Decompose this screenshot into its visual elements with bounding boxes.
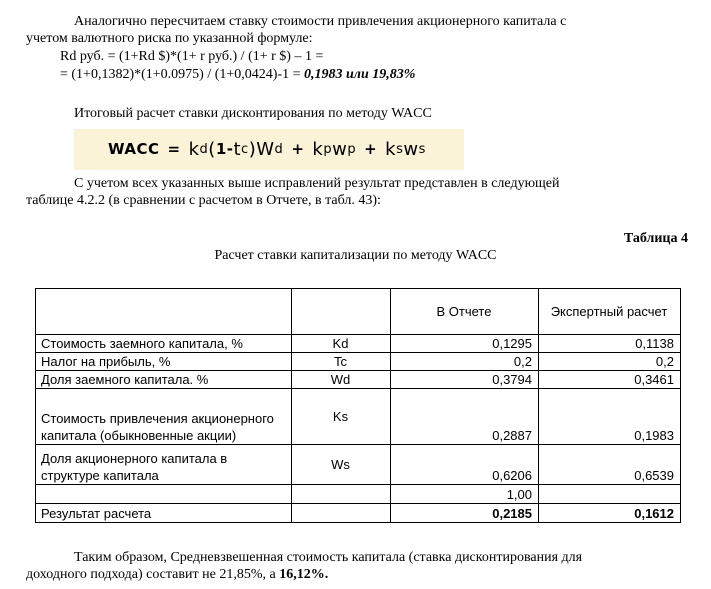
result-expert-value: 0,1612	[539, 504, 681, 523]
row-label: Результат расчета	[36, 504, 292, 523]
table-label: Таблица 4	[623, 231, 688, 246]
table-row-result	[36, 504, 681, 523]
row-sum-value: 1,00	[391, 485, 539, 504]
row-expert-value	[539, 485, 681, 504]
row-label	[36, 485, 292, 504]
row-symbol: Ks	[292, 389, 391, 445]
row-symbol: Tc	[292, 353, 391, 371]
row-expert-value: 0,1138	[539, 335, 681, 353]
wacc-formula: WACC = k d ( 1 - t c ) W d + k p w p + k s w s	[74, 129, 464, 170]
row-symbol: Ws	[292, 445, 391, 485]
row-label: Налог на прибыль, %	[36, 353, 292, 371]
row-expert-value: 0,1983	[539, 389, 681, 445]
row-report-value: 0,1295	[391, 335, 539, 353]
table-row	[36, 485, 681, 504]
table-row	[36, 389, 681, 445]
header-cell-empty	[36, 289, 292, 335]
conclusion-result: 16,12%.	[279, 567, 329, 582]
table-row	[36, 371, 681, 389]
formula-line-1: Rd руб. = (1+Rd $)*(1+ r руб.) / (1+ r $) – 1 =	[60, 49, 324, 64]
header-report: В Отчете	[391, 289, 539, 335]
intro-line-2: учетом валютного риска по указанной формуле:	[26, 31, 313, 46]
row-report-value: 0,2	[391, 353, 539, 371]
table-header-row	[36, 289, 681, 335]
wacc-caption: Итоговый расчет ставки дисконтирования по методу WACC	[74, 106, 432, 121]
para2-line-2: таблице 4.2.2 (в сравнении с расчетом в Отчете, в табл. 43):	[26, 193, 381, 208]
para2-line-1: С учетом всех указанных выше исправлений результат представлен в следующей	[74, 176, 560, 191]
table-row	[36, 445, 681, 485]
row-symbol	[292, 485, 391, 504]
row-report-value: 0,2887	[391, 389, 539, 445]
row-expert-value: 0,3461	[539, 371, 681, 389]
row-symbol	[292, 504, 391, 523]
row-report-value: 0,6206	[391, 445, 539, 485]
table-row	[36, 353, 681, 371]
conclusion-line-2: доходного подхода) составит не 21,85%, а 16,12%.	[26, 567, 329, 582]
conclusion-line-1: Таким образом, Средневзвешенная стоимость капитала (ставка дисконтирования для	[74, 550, 583, 565]
row-expert-value: 0,6539	[539, 445, 681, 485]
table-row	[36, 335, 681, 353]
intro-line-1: Аналогично пересчитаем ставку стоимости привлечения акционерного капитала с	[74, 14, 567, 29]
row-expert-value: 0,2	[539, 353, 681, 371]
header-cell-empty	[292, 289, 391, 335]
row-label: Доля заемного капитала. %	[36, 371, 292, 389]
row-label: Доля акционерного капитала в структуре капитала	[36, 445, 292, 485]
row-symbol: Wd	[292, 371, 391, 389]
header-expert: Экспертный расчет	[539, 289, 681, 335]
row-label: Стоимость заемного капитала, %	[36, 335, 292, 353]
row-label: Стоимость привлечения акционерного капитала (обыкновенные акции)	[36, 389, 292, 445]
formula-line-2: = (1+0,1382)*(1+0.0975) / (1+0,0424)-1 = 0,1983 или 19,83%	[60, 67, 416, 82]
row-symbol: Kd	[292, 335, 391, 353]
formula-result: 0,1983 или 19,83%	[304, 67, 416, 82]
table-title: Расчет ставки капитализации по методу WACC	[214, 248, 497, 263]
result-report-value: 0,2185	[391, 504, 539, 523]
wacc-table	[35, 288, 681, 523]
row-report-value: 0,3794	[391, 371, 539, 389]
